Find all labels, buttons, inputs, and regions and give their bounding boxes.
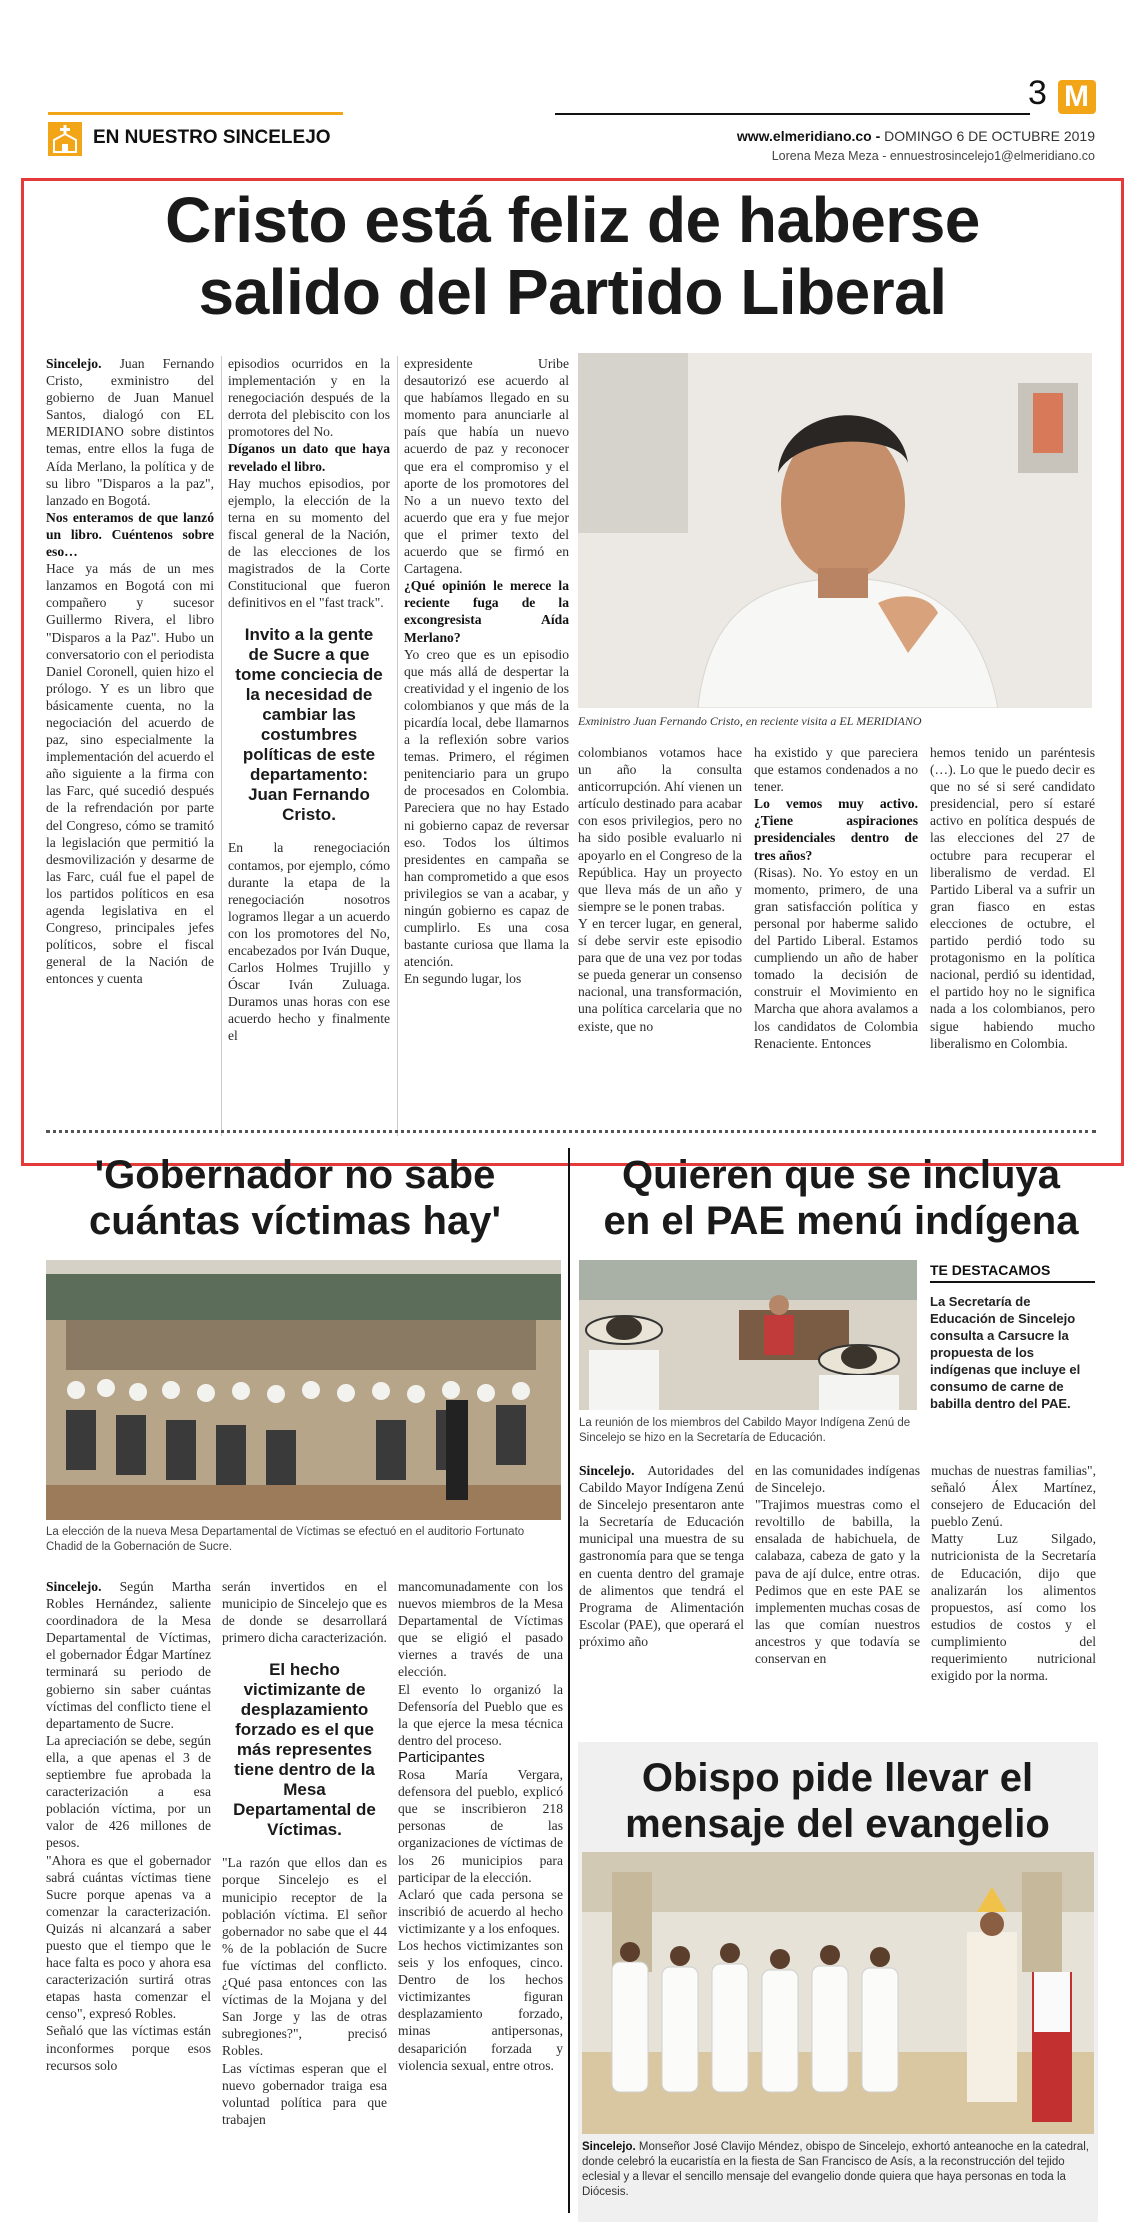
header-rule	[555, 113, 1030, 115]
left-column-2: serán invertidos en el municipio de Sincelejo que es de donde se desarrollará primero dicha caracterización. El hecho victimizante de desplazamiento forzado es el que más representes tiene dentro de la Mesa Departamental de Víctimas. "La razón que ellos dan es porque Sincelejo es el municipio receptor de la población víctima. El señor gobernador no sabe que el 44 % de la población de Sucre fue víctimas del conflicto. ¿Qué pasa entonces con las víctimas de la Mojana y del San Jorge y las de otras subregiones?", precisó Robles. Las víctimas esperan que el nuevo gobernador traiga esa voluntad política para que trabajen	[222, 1579, 387, 2127]
left-column-1: Sincelejo. Según Martha Robles Hernández, saliente coordinadora de la Mesa Departamental de Víctimas, el gobernador Édgar Martínez terminará su periodo de gobierno sin saber cuántas víctimas del conflicto tiene el departamento de Sucre. La apreciación se debe, según ella, a que apenas el 3 de septiembre fue aprobada la caracterización a esa población víctima, por un valor de 426 millones de pesos. "Ahora es que el gobernador sabrá cuántas víctimas tiene Sucre porque apenas va a comenzar la caracterización. Quizás ni alcanzará a saber puesto que el tiempo que le hace falta es poco y ahora esa caracterización surtirá otras etapas hasta comenzar el censo", expresó Robles. Señaló que las víctimas están inconformes porque esos recursos solo	[46, 1579, 211, 2073]
main-column-6: hemos tenido un paréntesis (…). Lo que le puedo decir es que no sé si seré candidato presidencial, pero sí estaré activo en política después de las elecciones del 27 de octubre para recuperar el liberalismo de verdad. El Partido Liberal va a sufrir un gran fiasco en estas elecciones de octubre, el partido perdió todo su protagonismo en la política nacional, perdió su identidad, el partido hoy no le significa nada a los colombianos, pero sigue habiendo mucho liberalismo en Colombia.	[930, 745, 1095, 1051]
bottom-story-caption: Sincelejo. Monseñor José Clavijo Méndez, obispo de Sincelejo, exhortó anteanoche en la catedral, donde celebró la eucaristía en la fiesta de San Francisco de Asís, a la reconstrucción del tejido eclesial y a llevar el sencillo mensaje del evangelio donde quiera que haya personas en toda la Diócesis.	[582, 2141, 1089, 2198]
left-column-3: mancomunadamente con los nuevos miembros de la Mesa Departamental de Víctimas que se eligió el pasado viernes a través de una elección. El evento lo organizó la Defensoría del Pueblo que es la que ejerce la mesa técnica dentro del proceso. Participantes Rosa María Vergara, defensora del pueblo, explicó que se inscribieron 218 personas de las organizaciones de víctimas de los 26 municipios para participar de la elección. Aclaró que cada persona se inscribió de acuerdo al hecho victimizante y a los enfoques. Los hechos victimizantes son seis y los enfoques, cinco. Dentro de los hechos victimizantes figuran desplazamiento forzado, minas antipersonas, desaparición forzada y violencia sexual, entre otros.	[398, 1579, 563, 2073]
dotted-divider	[46, 1130, 1096, 1133]
bottom-headline: Obispo pide llevar el mensaje del evangelio	[625, 1756, 1050, 1846]
main-photo-caption: Exministro Juan Fernando Cristo, en reciente visita a EL MERIDIANO	[578, 714, 922, 728]
left-headline: 'Gobernador no sabe cuántas víctimas hay'	[89, 1153, 501, 1243]
right-story-photo	[579, 1260, 917, 1410]
highlight-text: La Secretaría de Educación de Sincelejo consulta a Carsucre la propuesta de los indígenas que incluye el consumo de carne de babilla dentro del PAE.	[930, 1294, 1081, 1411]
column-divider	[397, 356, 398, 1136]
main-column-3: expresidente Uribe desautorizó ese acuerdo al que habíamos llegado en su momento para anunciarle al país que había un nuevo acuerdo de paz y reconocer que era el compromiso y el aporte de los promotores del No a un nuevo texto del acuerdo que era y fue mejor que el primer texto del acuerdo que se firmó en Cartagena. ¿Qué opinión le merece la reciente fuga de la excongresista Aída Merlano? Yo creo que es un episodio que más allá de despertar la creatividad y el ingenio de los colombianos y que más de la picardía local, debe llamarnos a la reflexión sobre varios temas. Primero, el régimen penitenciario para un grupo de procesados en Colombia. Pareciera que no hay Estado ni gobierno capaz de reversar eso. Todos los últimos presidentes en campaña se han comprometido a que esos privilegios se van a acabar, y ningún gobierno es capaz de cumplirlo. Es una cosa bastante curiosa que llama la atención. En segundo lugar, los	[404, 356, 569, 987]
right-story-caption: La reunión de los miembros del Cabildo Mayor Indígena Zenú de Sincelejo se hizo en la Secretaría de Educación.	[579, 1417, 911, 1444]
main-column-1: Sincelejo. Juan Fernando Cristo, exministro del gobierno de Juan Manuel Santos, dialogó con EL MERIDIANO sobre distintos temas, entre ellos la fuga de Aída Merlano, la política y de su libro "Disparos a la paz", lanzado en Bogotá. Nos enteramos de que lanzó un libro. Cuéntenos sobre eso… Hace ya más de un mes lanzamos en Bogotá con mi compañero y sucesor Guillermo Rivera, el libro "Disparos a la Paz". Hubo un conversatorio con el periodista Daniel Coronell, quien hizo el prólogo. Y es un libro que básicamente cuenta, no la negociación del acuerdo de paz, sino especialmente la implementación del acuerdo el año siguiente a la firma con las Farc, qué sucedió después de la refrendación por parte del Congreso, cómo se tramitó la legislación que permitió la desmovilización y desarme de las Farc, cuál fue el papel de los partidos políticos en esa agenda legislativa en el Congreso, principales jefes políticos, sobre el fiscal general de la Nación de entonces y cuenta	[46, 356, 214, 987]
section-title: EN NUESTRO SINCELEJO	[93, 127, 331, 148]
section-header	[48, 112, 348, 162]
right-column-2: en las comunidades indígenas de Sincelejo. "Trajimos muestras como el revoltillo de babilla, la ensalada de habichuela, de calabaza, cabeza de gato y la pava de ají dulce, entre otras. Pedimos que en este PAE se implementen muchas cosas de las que comían nuestros ancestros y que todavía se conservan en	[755, 1463, 920, 1667]
editor-credit: Lorena Meza Meza - ennuestrosincelejo1@elmeridiano.co	[771, 149, 1095, 163]
right-column-3: muchas de nuestras familias", señaló Álex Martínez, consejero de Educación del pueblo Zenú. Matty Luz Silgado, nutricionista de la Secretaría de Educación, dijo que analizarán los alimentos propuestos, así como los estudios de costos y el cumplimiento del requerimiento nutricional exigido por la norma.	[931, 1463, 1096, 1684]
page-number: 3	[1028, 74, 1047, 112]
column-divider	[221, 356, 222, 1136]
highlight-sidebar	[930, 1262, 1095, 1432]
main-column-4: colombianos votamos hace un año la consulta anticorrupción. Ahí vienen un artículo destinado para acabar con esos privilegios, pero no ha sido posible evaluarlo ni apoyarlo en el Congreso de la República. Hay un proyecto que lleva más de un año y siempre se le ponen trabas. Y en tercer lugar, en general, sí debe servir este episodio para que de una vez por todas se pueda generar un consenso nacional, una transformación, una política carcelaria que no existe, que no	[578, 745, 742, 1034]
main-column-5: ha existido y que pareciera que estamos condenados a no tener. Lo vemos muy activo. ¿Tiene aspiraciones presidenciales dentro de tres años? (Risas). No. Yo estoy en un momento, primero, de una gran satisfacción política y personal por haberme salido del Partido Liberal. Estamos cumpliendo un año de haber tomado la decisión de construir el Movimiento en Marcha que ahora avalamos a los candidatos de Colombia Renaciente. Entonces	[754, 745, 918, 1051]
website-link[interactable]: www.elmeridiano.co -	[736, 128, 881, 144]
main-column-2: episodios ocurridos en la implementación y en la renegociación después de la derrota del plebiscito con los promotores del No. Díganos un dato que haya revelado el libro. Hay muchos episodios, por ejemplo, la elección de la terna en su momento del fiscal general de la Nación, de las elecciones de los magistrados de la Corte Constitucional que fueron definitivos en el "fast track". Invito a la gente de Sucre a que tome conciecia de la necesidad de cambiar las costumbres políticas de este departamento: Juan Fernando Cristo. En la renegociación contamos, por ejemplo, cómo durante la etapa de la renegociación nosotros logramos llegar a un acuerdo con los promotores del No, encabezados por Iván Duque, Carlos Holmes Trujillo y Óscar Iván Zuluaga. Duramos unas horas con ese acuerdo hecho y finalmente el	[228, 356, 390, 1044]
main-pull-quote: Invito a la gente de Sucre a que tome conciecia de la necesidad de cambiar las costumbres políticas de este departamento: Juan Fernando Cristo.	[235, 625, 383, 825]
story-divider	[568, 1148, 570, 2213]
main-photo	[578, 353, 1092, 708]
left-pull-quote: El hecho victimizante de desplazamiento forzado es el que más representes tiene dentro de la Mesa Departamental de Víctimas.	[233, 1660, 376, 1840]
left-story-photo	[46, 1260, 561, 1520]
main-headline: Cristo está feliz de haberse salido del Partido Liberal	[165, 184, 980, 328]
bottom-story-photo	[582, 1852, 1094, 2134]
edition-date: DOMINGO 6 DE OCTUBRE 2019	[884, 128, 1095, 144]
highlight-title: TE DESTACAMOS	[930, 1262, 1095, 1283]
left-story-caption: La elección de la nueva Mesa Departamental de Víctimas se efectuó en el auditorio Fortunato Chadid de la Gobernación de Sucre.	[46, 1526, 525, 1553]
header-dateline	[690, 128, 1095, 144]
right-headline: Quieren que se incluya en el PAE menú indígena	[603, 1153, 1079, 1243]
meridiano-logo: M	[1058, 80, 1096, 114]
church-icon	[48, 122, 82, 156]
participants-subhead: Participantes	[398, 1748, 485, 1766]
section-top-rule	[48, 112, 343, 115]
right-column-1: Sincelejo. Autoridades del Cabildo Mayor Indígena Zenú de Sincelejo presentaron ante la Secretaría de Educación municipal una muestra de su gastronomía para que se tenga en cuenta dentro del gramaje de alimentos que tendrá el Programa de Alimentación Escolar (PAE), que operará el próximo año	[579, 1463, 744, 1649]
